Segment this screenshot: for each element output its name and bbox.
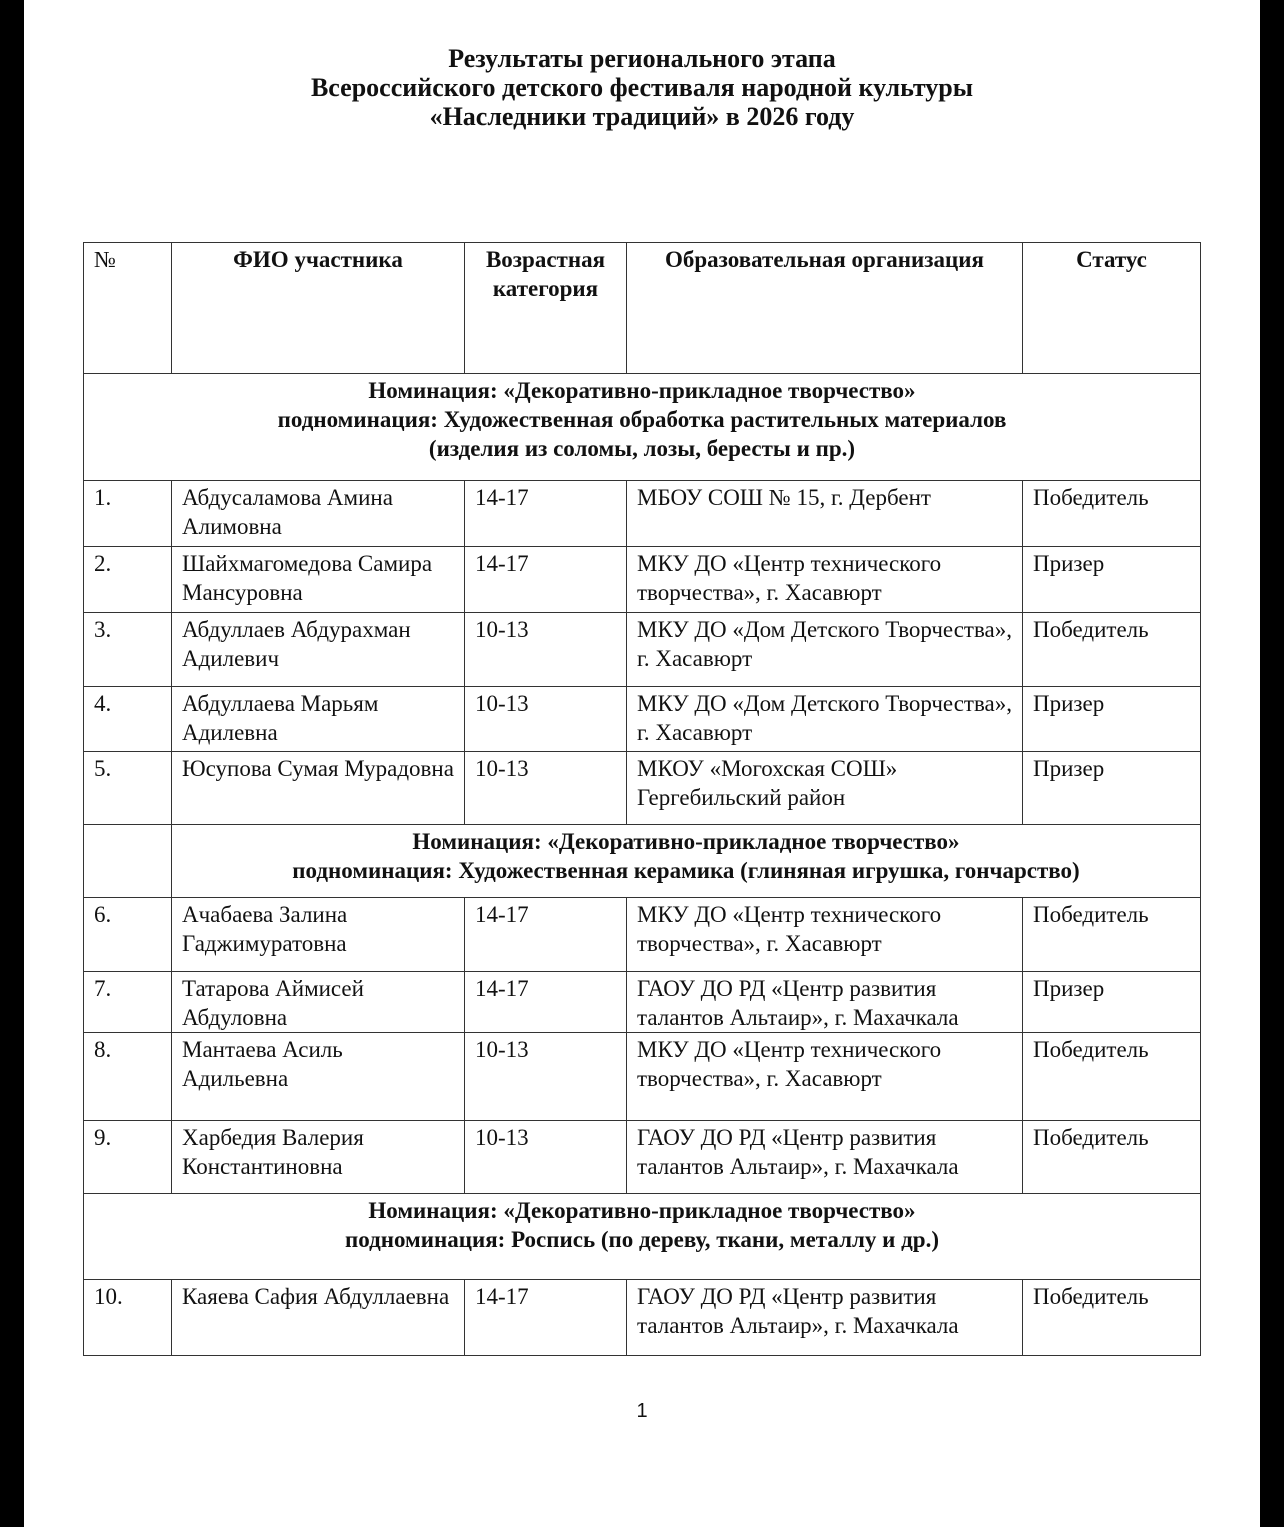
cell-org: МКОУ «Могохская СОШ» Гергебильский район <box>627 752 1023 825</box>
cell-org: ГАОУ ДО РД «Центр развития талантов Альтаир», г. Махачкала <box>627 1280 1023 1356</box>
nomination-line: Номинация: «Декоративно-прикладное творчество» <box>412 829 960 854</box>
page-number: 1 <box>636 1400 648 1422</box>
cell-org: МКУ ДО «Дом Детского Творчества», г. Хасавюрт <box>627 613 1023 687</box>
header-status: Статус <box>1023 243 1201 374</box>
title-line-1: Результаты регионального этапа <box>448 44 836 73</box>
header-num: № <box>84 243 172 374</box>
cell-name: Мантаева Асиль Адильевна <box>172 1033 465 1121</box>
title-line-3: «Наследники традиций» в 2026 году <box>429 102 855 131</box>
cell-name: Абдуллаев Абдурахман Адилевич <box>172 613 465 687</box>
cell-num: 1. <box>84 481 172 547</box>
cell-num: 3. <box>84 613 172 687</box>
nomination-section-1 <box>84 374 1201 481</box>
table-header-row <box>84 243 1201 374</box>
cell-num: 4. <box>84 687 172 752</box>
cell-org: ГАОУ ДО РД «Центр развития талантов Альтаир», г. Махачкала <box>627 972 1023 1033</box>
table-row <box>84 547 1201 613</box>
subnomination-line: подноминация: Художественная обработка растительных материалов <box>277 407 1007 432</box>
table-row <box>84 481 1201 547</box>
cell-name: Ачабаева Залина Гаджимуратовна <box>172 898 465 972</box>
cell-age: 10-13 <box>465 687 627 752</box>
table-row <box>84 1121 1201 1194</box>
nomination-section-3 <box>84 1194 1201 1280</box>
header-age: Возрастная категория <box>465 243 627 374</box>
cell-name: Юсупова Сумая Мурадовна <box>172 752 465 825</box>
cell-org: МБОУ СОШ № 15, г. Дербент <box>627 481 1023 547</box>
header-name: ФИО участника <box>172 243 465 374</box>
cell-num: 10. <box>84 1280 172 1356</box>
cell-num: 2. <box>84 547 172 613</box>
cell-org: ГАОУ ДО РД «Центр развития талантов Альтаир», г. Махачкала <box>627 1121 1023 1194</box>
cell-org: МКУ ДО «Дом Детского Творчества», г. Хасавюрт <box>627 687 1023 752</box>
cell-status: Победитель <box>1023 481 1201 547</box>
cell-org: МКУ ДО «Центр технического творчества», г. Хасавюрт <box>627 1033 1023 1121</box>
cell-name: Татарова Аймисей Абдуловна <box>172 972 465 1033</box>
cell-age: 10-13 <box>465 752 627 825</box>
cell-status: Победитель <box>1023 1280 1201 1356</box>
title-line-2: Всероссийского детского фестиваля народной культуры <box>310 73 974 102</box>
cell-name: Абдусаламова Амина Алимовна <box>172 481 465 547</box>
cell-age: 14-17 <box>465 1280 627 1356</box>
cell-status: Победитель <box>1023 613 1201 687</box>
cell-name: Абдуллаева Марьям Адилевна <box>172 687 465 752</box>
cell-age: 14-17 <box>465 972 627 1033</box>
cell-age: 14-17 <box>465 898 627 972</box>
section-num-cell <box>84 825 172 898</box>
cell-age: 10-13 <box>465 613 627 687</box>
nomination-heading <box>172 825 1201 898</box>
results-table <box>83 242 1201 1356</box>
cell-status: Победитель <box>1023 1033 1201 1121</box>
nomination-line: Номинация: «Декоративно-прикладное творчество» <box>368 1198 916 1223</box>
subnomination-line: подноминация: Роспись (по дереву, ткани, металлу и др.) <box>345 1227 939 1252</box>
cell-org: МКУ ДО «Центр технического творчества», г. Хасавюрт <box>627 547 1023 613</box>
cell-status: Победитель <box>1023 898 1201 972</box>
cell-num: 9. <box>84 1121 172 1194</box>
document-page <box>24 0 1260 1527</box>
table-row <box>84 687 1201 752</box>
cell-num: 5. <box>84 752 172 825</box>
cell-status: Победитель <box>1023 1121 1201 1194</box>
cell-age: 14-17 <box>465 547 627 613</box>
subnomination-detail-line: (изделия из соломы, лозы, бересты и пр.) <box>428 436 856 461</box>
cell-age: 14-17 <box>465 481 627 547</box>
nomination-heading <box>84 374 1201 481</box>
table-row <box>84 898 1201 972</box>
table-row <box>84 1280 1201 1356</box>
table-row <box>84 1033 1201 1121</box>
document-title <box>24 44 1260 131</box>
nomination-line: Номинация: «Декоративно-прикладное творчество» <box>368 378 916 403</box>
cell-num: 8. <box>84 1033 172 1121</box>
cell-num: 6. <box>84 898 172 972</box>
cell-name: Каяева Сафия Абдуллаевна <box>172 1280 465 1356</box>
cell-status: Призер <box>1023 547 1201 613</box>
table-row <box>84 752 1201 825</box>
cell-status: Призер <box>1023 687 1201 752</box>
cell-org: МКУ ДО «Центр технического творчества», г. Хасавюрт <box>627 898 1023 972</box>
header-org: Образовательная организация <box>627 243 1023 374</box>
cell-age: 10-13 <box>465 1121 627 1194</box>
cell-age: 10-13 <box>465 1033 627 1121</box>
table-row <box>84 972 1201 1033</box>
cell-status: Призер <box>1023 752 1201 825</box>
cell-name: Харбедия Валерия Константиновна <box>172 1121 465 1194</box>
nomination-heading <box>84 1194 1201 1280</box>
cell-name: Шайхмагомедова Самира Мансуровна <box>172 547 465 613</box>
table-row <box>84 613 1201 687</box>
subnomination-line: подноминация: Художественная керамика (глиняная игрушка, гончарство) <box>292 858 1080 883</box>
nomination-section-2 <box>84 825 1201 898</box>
cell-num: 7. <box>84 972 172 1033</box>
cell-status: Призер <box>1023 972 1201 1033</box>
